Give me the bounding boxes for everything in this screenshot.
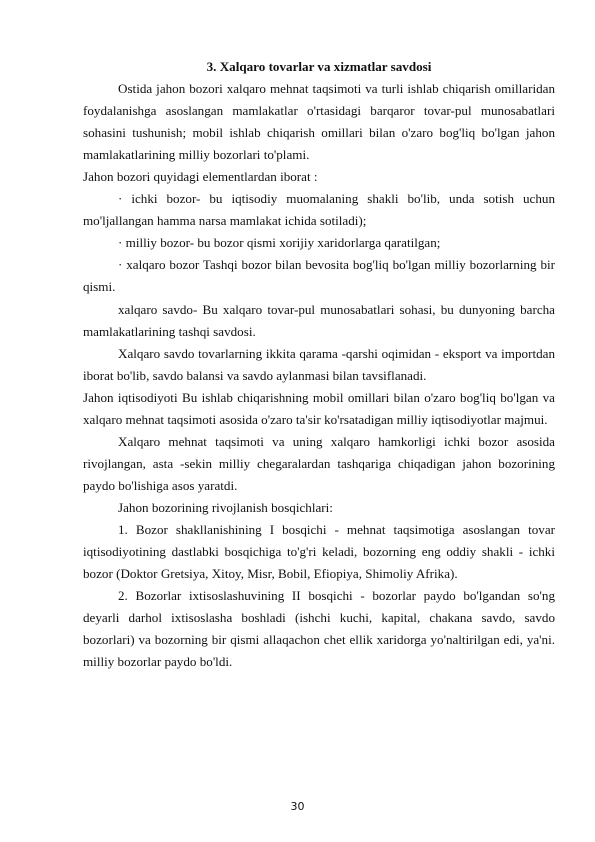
list-item-internal-market: · ichki bozor- bu iqtisodiy muomalaning shakli bo'lib, unda sotish uchun mo'ljallangan hamma narsa mamlakat ichida sotiladi); (83, 191, 555, 229)
paragraph-definition: Ostida jahon bozori xalqaro mehnat taqsimoti va turli ishlab chiqarish omillaridan foydalanishga asoslangan mamlakatlar o'rtasidagi barqaror tovar-pul munosabatlari sohasini tushunish; mobil ishlab chiqarish omillari bilan o'zaro bog'liq bo'lgan jahon mamlakatlarining milliy bozorlari to'plami. (83, 81, 555, 163)
paragraph-stage-1: 1. Bozor shakllanishining I bosqichi - mehnat taqsimotiga asoslangan tovar iqtisodiyotining dastlabki bosqichiga to'g'ri keladi, bozorning eng oddiy shakli - ichki bozor (Doktor Gretsiya, Xitoy, Misr, Bobil, Efiopiya, Shimoliy Afrika). (83, 521, 555, 582)
section-title: 3. Xalqaro tovarlar va xizmatlar savdosi (206, 59, 432, 74)
paragraph-elements-intro: Jahon bozori quyidagi elementlardan iborat : (83, 169, 318, 185)
paragraph-division-of-labor: Xalqaro mehnat taqsimoti va uning xalqaro hamkorligi ichki bozor asosida rivojlangan, asta -sekin milliy chegaralardan tashqariga chiqadigan jahon bozorining paydo bo'lishiga asos yaratdi. (83, 433, 555, 493)
paragraph-trade-flows: Xalqaro savdo tovarlarning ikkita qarama -qarshi oqimidan - eksport va importdan iborat bo'lib, savdo balansi va savdo aylanmasi bilan tavsiflanadi. (83, 345, 555, 383)
list-item-national-market: · milliy bozor- bu bozor qismi xorijiy xaridorlarga qaratilgan; (118, 235, 441, 251)
paragraph-stages-heading: Jahon bozorining rivojlanish bosqichlari: (118, 499, 333, 515)
page-content (83, 56, 555, 673)
paragraph-stage-2: 2. Bozorlar ixtisoslashuvining II bosqichi - bozorlar paydo bo'lgandan so'ng deyarli darhol ixtisoslasha boshladi (ishchi kuchi, kapital, chakana savdo, savdo bozorlari) va bozorning bir qismi allaqachon chet ellik xaridorga yo'naltirilgan edi, ya'ni. milliy bozorlar paydo bo'ldi. (83, 588, 555, 670)
paragraph-international-trade: xalqaro savdo- Bu xalqaro tovar-pul munosabatlari sohasi, bu dunyoning barcha mamlakatlarining tashqi savdosi. (83, 301, 555, 339)
list-item-international-market: · xalqaro bozor Tashqi bozor bilan bevosita bog'liq bo'lgan milliy bozorlarning bir qismi. (83, 257, 555, 295)
paragraph-world-economy: Jahon iqtisodiyoti Bu ishlab chiqarishning mobil omillari bilan o'zaro bog'liq bo'lgan va xalqaro mehnat taqsimoti asosida o'zaro ta'sir ko'rsatadigan milliy iqtisodiyotlar majmui. (83, 389, 555, 427)
page-number: 30 (290, 800, 305, 813)
